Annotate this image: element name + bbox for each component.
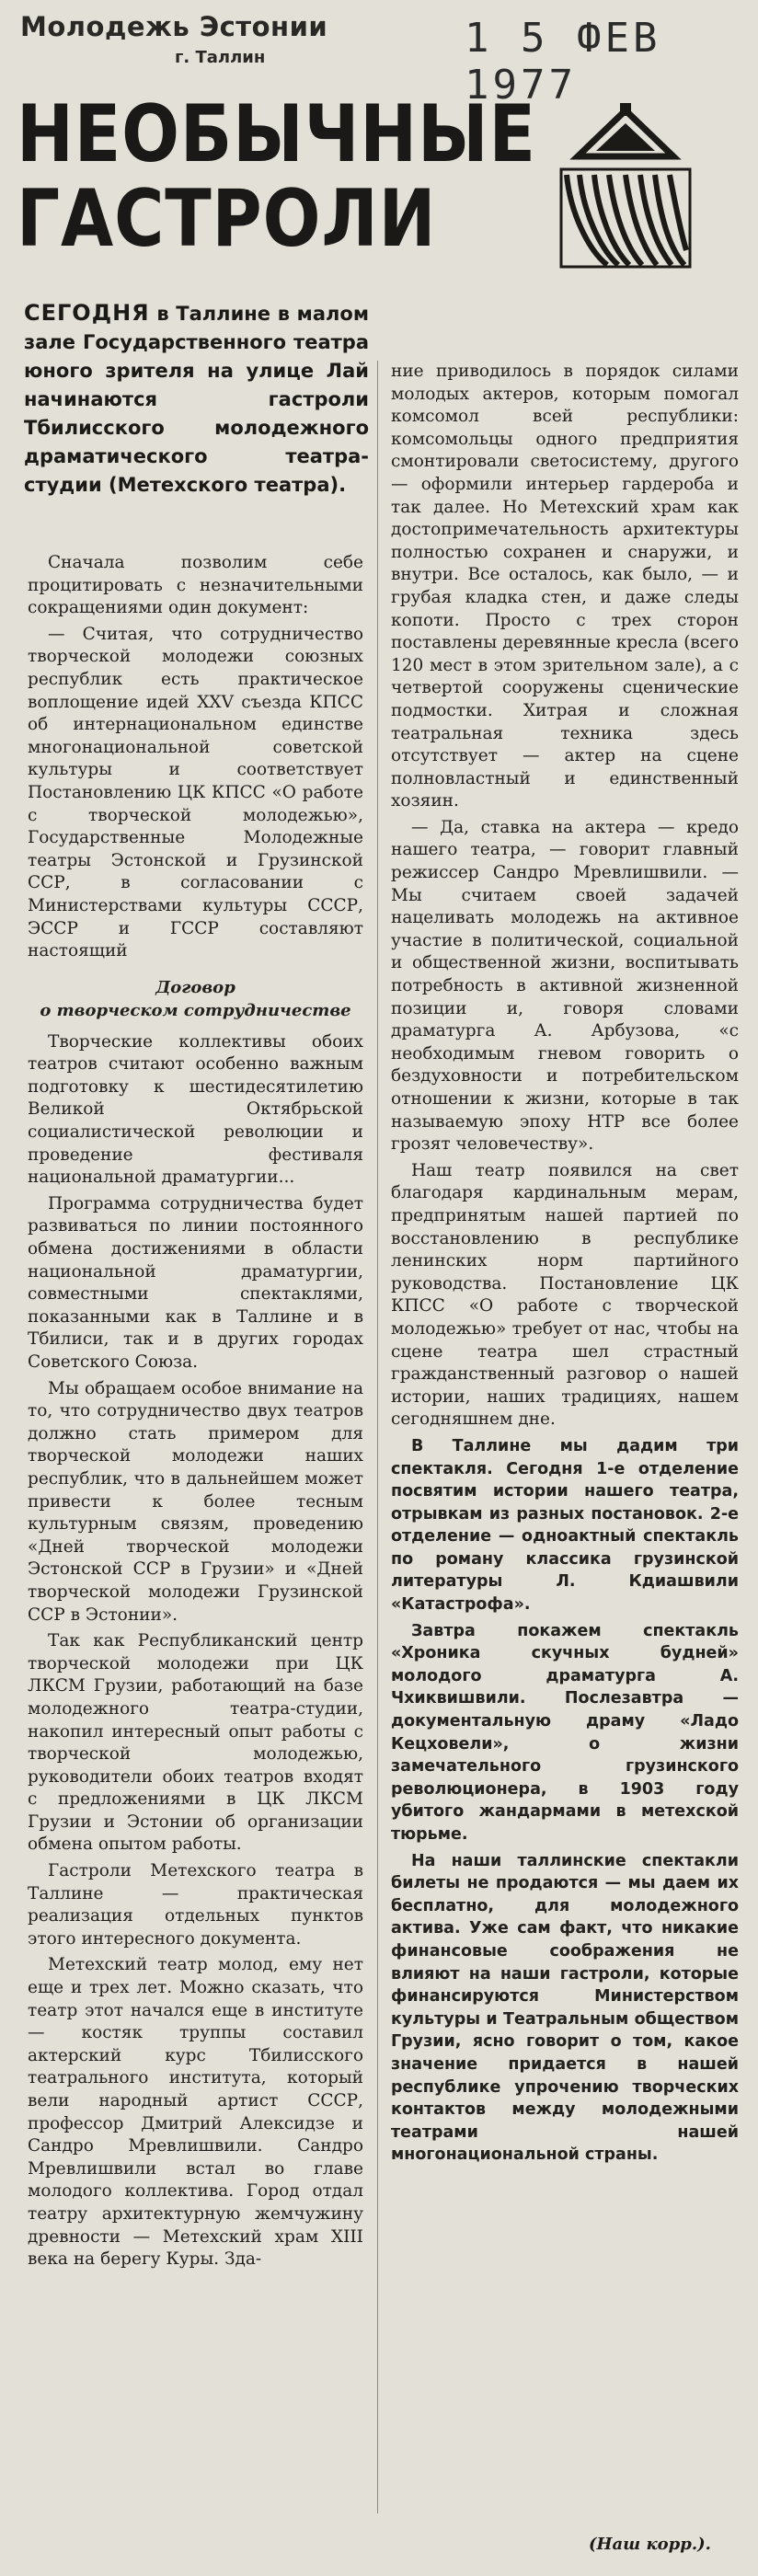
section-subhead (28, 976, 363, 1022)
left-paragraph: Мы обращаем особое внимание на то, что сотрудничество двух театров должно стать примером для творческой молодежи наших республик, что в дальнейшем может привести к более тесным культурным связям, проведению «Дней творческой молодежи Эстонской ССР в Грузии» и «Дней творческой молодежи Грузинской ССР в Эстонии». (28, 1378, 363, 1625)
right-paragraph: Наш театр появился на свет благодаря кардинальным мерам, предпринятым нашей партией по восстановлению в республике ленинских норм партийного руководства. Постановление ЦК КПСС «О работе с творческой молодежью» требует от нас, чтобы на сцене театра шел страстный гражданственный разговор о нашей истории, наших традициях, нашем сегодняшнем дне. (391, 1160, 739, 1430)
left-paragraph: — Считая, что сотрудничество творческой молодежи союзных республик есть практическое воплощение идей XXV съезда КПСС об интернациональном единстве многонациональной советской культуры и соответствует Постановлению ЦК КПСС «О работе с творческой молодежью», Государственные Молодежные театры Эстонской и Грузинской ССР, в согласовании с Министерствами культуры СССР, ЭССР и ГССР составляют настоящий (28, 624, 363, 961)
left-paragraph: Метехский театр молод, ему нет еще и трех лет. Можно сказать, что театр этот начался еще в институте — костяк труппы составил актерский курс Тбилисского театрального института, который вели народный артист СССР, профессор Дмитрий Алексидзе и Сандро Мревлишвили. Сандро Мревлишвили встал во главе молодого коллектива. Город отдал театру архитектурную жемчужину древности — Метехский храм XIII века на берегу Куры. Зда- (28, 1955, 363, 2270)
article-lead (24, 299, 369, 500)
metekhi-church-emblem-icon (543, 103, 708, 273)
headline-line-1: НЕОБЫЧНЫЕ (17, 88, 536, 180)
column-divider (377, 361, 378, 2513)
left-column (28, 552, 363, 2275)
headline (17, 88, 536, 265)
left-paragraph: Сначала позволим себе процитировать с незначительными сокращениями один документ: (28, 553, 363, 618)
date-stamp: 1 5 ФЕВ 1977 (465, 15, 661, 109)
masthead-title: Молодежь Эстонии (20, 11, 328, 42)
lead-text: в Таллине в малом зале Государственного театра юного зрителя на улице Лай начинаются гастроли Тбилисского молодежного драматического театра-студии (Метехского театра). (24, 303, 369, 496)
right-column (391, 361, 739, 2170)
right-paragraph-bold: В Таллине мы дадим три спектакля. Сегодня 1-е отделение посвятим истории нашего театра, отрывкам из разных постановок. 2-е отделение — одноактный спектакль по роману классика грузинской литературы Л. Кдиашвили «Катастрофа». (391, 1436, 739, 1615)
left-paragraph: Гастроли Метехского театра в Таллине — практическая реализация отдельных пунктов этого интересного документа. (28, 1861, 363, 1949)
right-paragraph: ние приводилось в порядок силами молодых актеров, которым помогал комсомол всей республики: комсомольцы одного предприятия смонтировали светосистему, другого — оформили интерьер гардероба и так далее. Но Метехский храм как достопримечательность архитектуры полностью сохранен и снаружи, и внутри. Все осталось, как было, — и грубая кладка стен, и даже следы копоти. Просто с трех сторон поставлены деревянные кресла (всего 120 мест в этом зрительном зале), а с четвертой сооружены сценические подмостки. Хитрая и сложная театральная техника здесь отсутствует — актер на сцене полновластный и единственный хозяин. (391, 362, 739, 811)
left-paragraph: Программа сотрудничества будет развиваться по линии постоянного обмена достижениями в области национальной драматургии, совместными спектаклями, показанными как в Таллине и в Тбилиси, так и в других городах Советского Союза. (28, 1193, 363, 1372)
author-signature: (Наш корр.). (589, 2535, 711, 2554)
lead-cap: СЕГОДНЯ (24, 300, 150, 326)
subhead-line-2: о творческом сотрудничестве (40, 1000, 351, 1020)
masthead-city: г. Таллин (175, 48, 266, 67)
headline-line-2: ГАСТРОЛИ (17, 173, 437, 265)
right-paragraph-bold: Завтра покажем спектакль «Хроника скучных будней» молодого драматурга А. Чхиквишвили. Послезавтра — документальную драму «Ладо Кецховели», о жизни замечательного грузинского революционера, в 1903 году убитого жандармами в метехской тюрьме. (391, 1621, 739, 1844)
left-paragraph: Так как Республиканский центр творческой молодежи при ЦК ЛКСМ Грузии, работающий на базе молодежного театра-студии, накопил интересный опыт работы с творческой молодежью, руководители обоих театров входят с предложениями в ЦК ЛКСМ Грузии и Эстонии об организации обмена опытом работы. (28, 1631, 363, 1855)
right-paragraph-bold: На наши таллинские спектакли билеты не продаются — мы даем их бесплатно, для молодежного актива. Уже сам факт, что никакие финансовые соображения не влияют на наши гастроли, которые финансируются Министерством культуры и Театральным обществом Грузии, ясно говорит о том, какое значение придается в нашей республике упрочению творческих контактов между молодежными театрами нашей многонациональной страны. (391, 1851, 739, 2165)
left-paragraph: Творческие коллективы обоих театров считают особенно важным подготовку к шестидесятилетию Великой Октябрьской социалистической революции и проведение фестиваля национальной драматургии... (28, 1031, 363, 1188)
subhead-line-1: Договор (155, 977, 235, 997)
right-paragraph: — Да, ставка на актера — кредо нашего театра, — говорит главный режиссер Сандро Мревлишвили. — Мы считаем своей задачей нацеливать молодежь на активное участие в политической, социальной и общественной жизни, воспитывать потребность в активной жизненной позиции и, говоря словами драматурга А. Арбузова, «с необходимым гневом говорить о бездуховности и потребительском отношении к жизни, которые в так называемую эпоху НТР все более грозят человечеству». (391, 817, 739, 1155)
